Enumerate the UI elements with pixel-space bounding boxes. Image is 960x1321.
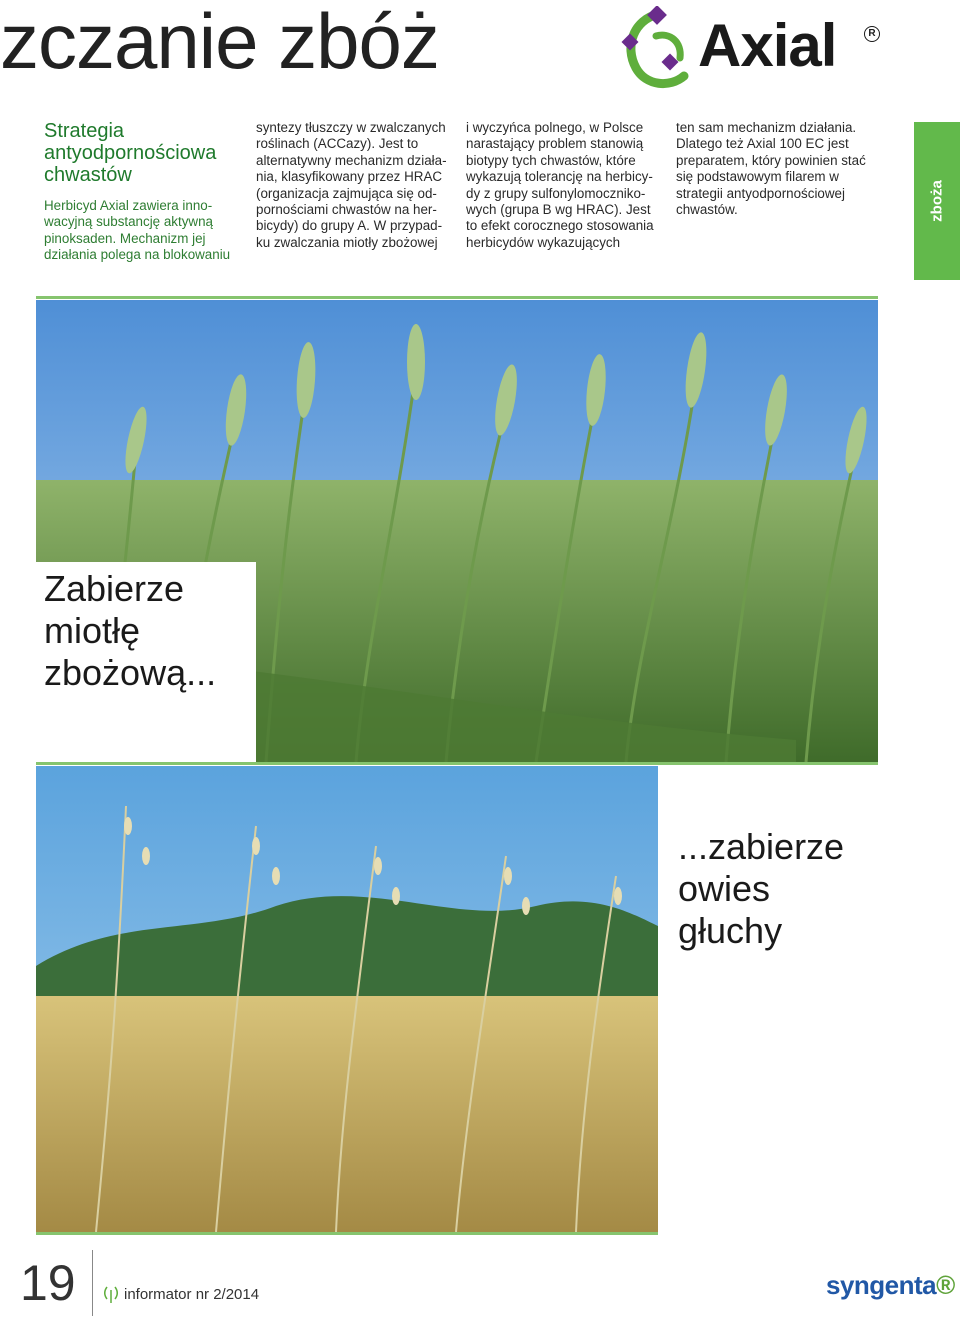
photo1-caption-box <box>36 562 256 762</box>
syngenta-logo-text: syngenta <box>826 1270 937 1300</box>
signal-icon <box>104 1284 118 1304</box>
article-column-2: syntezy tłuszczy w zwalczanych roślinach (ACCazy). Jest to alternatywny mechanizm działania, klasyfikowany przez HRAC (organizacja zajmująca się odpornościami chwastów na herbicydy) do grupy A. W przypadku zwalczania miotły zbożowej <box>256 120 447 250</box>
section-tab <box>914 122 960 280</box>
syngenta-reg-mark: ® <box>936 1270 955 1300</box>
article-column-4: ten sam mechanizm działania. Dlatego też Axial 100 EC jest preparatem, który powinien stać się podstawowym filarem w strategii antyodpornościowej chwastów. <box>676 120 866 218</box>
article-column-3: i wyczyńca polnego, w Polsce narastający problem stanowią biotypy tych chwastów, które wykazują tolerancję na herbicydy z grupy sulfonylomocznikowych (grupa B wg HRAC). Jest to efekt corocznego stosowania herbicydów wykazujących <box>466 120 654 250</box>
photo1-caption: Zabierze miotłę zbożową... <box>44 568 217 693</box>
divider-top <box>36 296 878 299</box>
axial-logo <box>618 6 888 92</box>
page-number: 19 <box>20 1255 76 1311</box>
oat-field-image <box>36 766 658 1232</box>
oat-field-photo <box>36 766 658 1232</box>
page-header-title: zczanie zbóż <box>0 0 439 85</box>
syngenta-logo <box>826 1270 955 1301</box>
divider-bottom <box>36 1232 658 1235</box>
article-heading: Strategia antyodpornościowa chwastów <box>44 120 217 186</box>
photo2-caption: ...zabierze owies głuchy <box>678 826 845 951</box>
article-column-1 <box>44 120 234 264</box>
publication-info: informator nr 2/2014 <box>124 1286 260 1303</box>
axial-logo-mark-icon <box>618 6 698 92</box>
footer-divider <box>92 1250 93 1316</box>
divider-middle <box>36 762 878 765</box>
axial-logo-word: Axial <box>698 12 837 79</box>
registered-mark: R <box>864 26 880 42</box>
article-intro-text: Herbicyd Axial zawiera innowacyjną substancję aktywną pinoksaden. Mechanizm jej działania polega na blokowaniu <box>44 198 231 263</box>
section-tab-label: zboża <box>928 180 946 222</box>
